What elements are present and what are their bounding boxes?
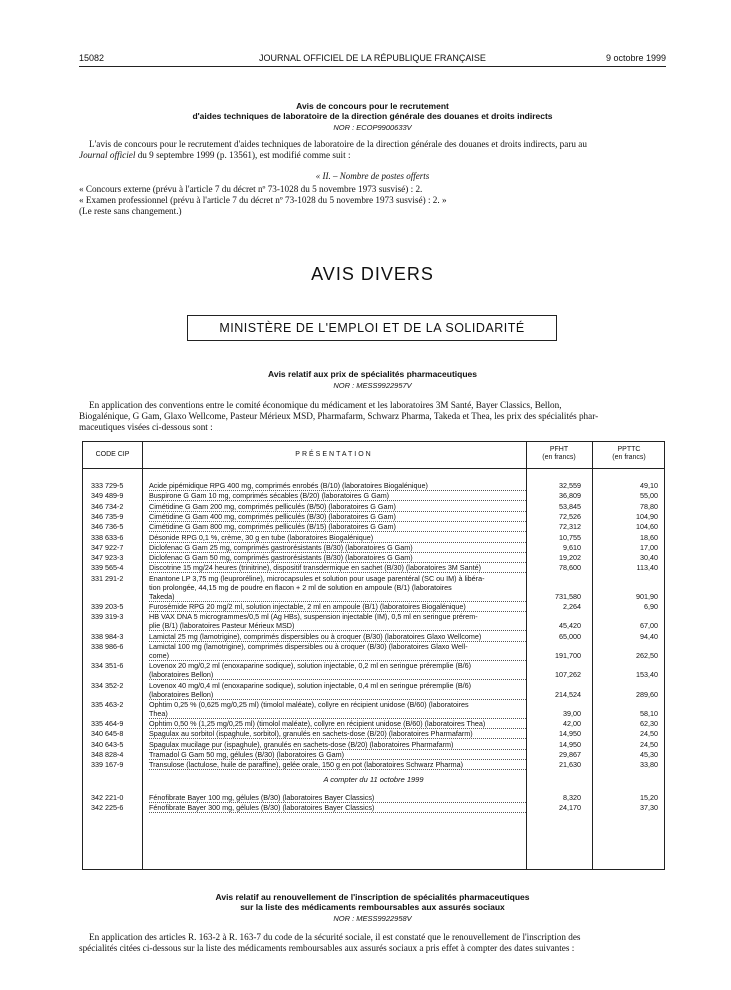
pfht-value: 214,524 bbox=[555, 689, 581, 699]
presentation-line: Tramadol G Gam 50 mg, gélules (B/30) (laboratoires G Gam) bbox=[149, 750, 526, 760]
cip-code: 347 922-7 bbox=[91, 542, 124, 552]
table-row bbox=[83, 681, 664, 699]
pfht-value: 32,559 bbox=[559, 481, 581, 490]
table-row bbox=[83, 750, 664, 759]
presentation-line: Cimétidine G Gam 200 mg, comprimés pelliculés (B/50) (laboratoires G Gam) bbox=[149, 502, 526, 512]
header-ppttc-unit: (en francs) bbox=[612, 454, 646, 461]
table-row bbox=[83, 574, 664, 601]
table-row bbox=[83, 793, 664, 802]
pfht-value: 9,610 bbox=[563, 542, 581, 552]
pfht-value: 39,00 bbox=[563, 708, 581, 718]
table-row bbox=[83, 700, 664, 718]
presentation-text bbox=[149, 750, 526, 760]
presentation-text bbox=[149, 602, 526, 612]
presentation-line: Buspirone G Gam 10 mg, comprimés sécables (B/20) (laboratoires G Gam) bbox=[149, 491, 526, 501]
pfht-value: 107,262 bbox=[555, 670, 581, 680]
presentation-line: Spagulax mucilage pur (ispaghule), granulés en sachets-dose (B/20) (laboratoires Pharmafarm) bbox=[149, 740, 526, 750]
notice2-title: Avis relatif aux prix de spécialités pharmaceutiques bbox=[268, 369, 477, 379]
header-code-cip: CODE CIP bbox=[95, 451, 130, 458]
table-row bbox=[83, 491, 664, 500]
cip-code: 331 291-2 bbox=[91, 573, 124, 583]
ppttc-value: 67,00 bbox=[640, 621, 658, 631]
issue-date: 9 octobre 1999 bbox=[605, 53, 666, 63]
presentation-text bbox=[149, 543, 526, 553]
presentation-text bbox=[149, 563, 526, 573]
presentation-text bbox=[149, 502, 526, 512]
presentation-line: come) bbox=[149, 651, 526, 661]
table-row bbox=[83, 522, 664, 531]
ppttc-value: 78,80 bbox=[640, 501, 658, 511]
pfht-value: 731,580 bbox=[555, 591, 581, 601]
ppttc-value: 33,80 bbox=[640, 760, 658, 770]
presentation-line: Cimétidine G Gam 800 mg, comprimés pelliculés (B/15) (laboratoires G Gam) bbox=[149, 522, 526, 532]
section-title-avis-divers: AVIS DIVERS bbox=[311, 264, 434, 284]
presentation-text bbox=[149, 491, 526, 501]
pfht-value: 36,809 bbox=[559, 491, 581, 501]
presentation-line: Diclofenac G Gam 50 mg, comprimés gastrorésistants (B/30) (laboratoires G Gam) bbox=[149, 553, 526, 563]
pfht-value: 21,630 bbox=[559, 760, 581, 770]
cip-code: 346 736-5 bbox=[91, 522, 124, 532]
presentation-line: Désonide RPG 0,1 %, crème, 30 g en tube (laboratoires Biogalénique) bbox=[149, 533, 526, 543]
pfht-value: 14,950 bbox=[559, 729, 581, 739]
presentation-line: Lamictal 100 mg (lamotrigine), comprimés dispersibles ou à croquer (B/30) (laboratoires Glaxo Well- bbox=[149, 641, 468, 651]
table-row bbox=[83, 740, 664, 749]
notice1-item2: « Examen professionnel (prévu à l'article 7 du décret nº 73-1028 du 5 novembre 1973 susvisé) : 2. » bbox=[79, 195, 447, 205]
table-row bbox=[83, 760, 664, 769]
presentation-line: Transulose (lactulose, huile de paraffine), gelée orale, 150 g en pot (laboratoires Schwarz Pharma) bbox=[149, 760, 526, 770]
notice1-para-line2: du 9 septembre 1999 (p. 13561), est modifié comme suit : bbox=[135, 150, 351, 160]
notice3-nor: NOR : MESS9922958V bbox=[333, 914, 412, 923]
ppttc-value: 15,20 bbox=[640, 792, 658, 802]
presentation-line: Acide pipémidique RPG 400 mg, comprimés enrobés (B/10) (laboratoires Biogalénique) bbox=[149, 481, 526, 491]
notice2-para-line3: maceutiques visées ci-dessous sont : bbox=[79, 422, 213, 432]
ppttc-value: 113,40 bbox=[636, 563, 658, 573]
table-row bbox=[83, 803, 664, 812]
notice1-nor: NOR : ECOP9900633V bbox=[333, 123, 412, 132]
presentation-text bbox=[149, 760, 526, 770]
ppttc-value: 18,60 bbox=[640, 532, 658, 542]
cip-code: 339 167-9 bbox=[91, 760, 124, 770]
ppttc-value: 55,00 bbox=[640, 491, 658, 501]
notice1-title-line2: d'aides techniques de laboratoire de la direction générale des douanes et droits indirects bbox=[192, 111, 553, 121]
table-row bbox=[83, 512, 664, 521]
table-row bbox=[83, 563, 664, 572]
ppttc-value: 289,60 bbox=[636, 689, 658, 699]
pfht-value: 42,00 bbox=[563, 719, 581, 729]
presentation-line: Spagulax au sorbitol (ispaghule, sorbitol), granulés en sachets-dose (B/20) (laboratoires Pharmafarm) bbox=[149, 729, 526, 739]
presentation-text bbox=[149, 533, 526, 543]
cip-code: 342 221-0 bbox=[91, 792, 124, 802]
presentation-line: (laboratoires Bellon) bbox=[149, 690, 526, 700]
ppttc-value: 49,10 bbox=[640, 481, 658, 490]
cip-code: 338 986-6 bbox=[91, 641, 124, 651]
pfht-value: 10,755 bbox=[559, 532, 581, 542]
table-row bbox=[83, 642, 664, 660]
table-row bbox=[83, 543, 664, 552]
cip-code: 346 735-9 bbox=[91, 511, 124, 521]
cip-code: 335 463-2 bbox=[91, 699, 124, 709]
ppttc-value: 30,40 bbox=[640, 553, 658, 563]
price-table bbox=[82, 441, 665, 870]
presentation-line: Furosémide RPG 20 mg/2 ml, solution injectable, 2 ml en ampoule (B/1) (laboratoires Biogalénique) bbox=[149, 602, 526, 612]
notice1-title-line1: Avis de concours pour le recrutement bbox=[296, 101, 449, 111]
presentation-line: Fénofibrate Bayer 100 mg, gélules (B/30) (laboratoires Bayer Classics) bbox=[149, 793, 526, 803]
notice3-para-line1: En application des articles R. 163-2 à R. 163-7 du code de la sécurité sociale, il est constaté que le renouvellement de l'inscription des bbox=[89, 932, 581, 942]
cip-code: 338 984-3 bbox=[91, 631, 124, 641]
presentation-line: HB VAX DNA 5 microgrammes/0,5 ml (Ag HBs), suspension injectable (IM), 0,5 ml en seringue prérem- bbox=[149, 612, 478, 622]
ppttc-value: 262,50 bbox=[636, 650, 658, 660]
header-pfht-unit: (en francs) bbox=[542, 454, 576, 461]
pfht-value: 8,320 bbox=[563, 792, 581, 802]
pfht-value: 65,000 bbox=[559, 631, 581, 641]
notice1-section: « II. – Nombre de postes offerts bbox=[315, 171, 430, 181]
presentation-line: Cimétidine G Gam 400 mg, comprimés pelliculés (B/30) (laboratoires G Gam) bbox=[149, 512, 526, 522]
presentation-text bbox=[149, 632, 526, 642]
table-row bbox=[83, 612, 664, 630]
table-row bbox=[83, 481, 664, 490]
ppttc-value: 24,50 bbox=[640, 739, 658, 749]
presentation-line: Lamictal 25 mg (lamotrigine), comprimés dispersibles ou à croquer (B/30) (laboratoires Glaxo Wellcome) bbox=[149, 632, 526, 642]
table-row bbox=[83, 719, 664, 728]
pfht-value: 53,845 bbox=[559, 501, 581, 511]
presentation-text bbox=[149, 612, 526, 631]
header-presentation: PRÉSENTATION bbox=[295, 451, 373, 458]
ppttc-value: 153,40 bbox=[636, 670, 658, 680]
table-row bbox=[83, 632, 664, 641]
ppttc-value: 104,90 bbox=[636, 511, 658, 521]
ppttc-value: 58,10 bbox=[640, 708, 658, 718]
header-pfht-label: PFHT bbox=[549, 446, 569, 453]
notice1-paragraph bbox=[79, 139, 666, 161]
table-row bbox=[83, 502, 664, 511]
presentation-text bbox=[149, 642, 526, 661]
cip-code: 347 923-3 bbox=[91, 553, 124, 563]
pfht-value: 191,700 bbox=[555, 650, 581, 660]
presentation-line: Ophtim 0,50 % (1,25 mg/0,25 ml) (timolol maléate), collyre en récipient unidose (B/60) (laboratoires Thea) bbox=[149, 719, 526, 729]
ppttc-value: 901,90 bbox=[636, 591, 658, 601]
table-row bbox=[83, 602, 664, 611]
cip-code: 335 464-9 bbox=[91, 719, 124, 729]
cip-code: 333 729-5 bbox=[91, 481, 124, 490]
notice2-para-line2: Biogalénique, G Gam, Glaxo Wellcome, Pasteur Mérieux MSD, Pharmafarm, Schwarz Pharma, Takeda et Thea, les prix des spécialités phar- bbox=[79, 411, 599, 421]
journal-title: JOURNAL OFFICIEL DE LA RÉPUBLIQUE FRANÇAISE bbox=[259, 53, 486, 63]
presentation-line: (laboratoires Bellon) bbox=[149, 670, 526, 680]
presentation-line: Thea) bbox=[149, 709, 526, 719]
presentation-text bbox=[149, 553, 526, 563]
presentation-text bbox=[149, 681, 526, 700]
presentation-text bbox=[149, 700, 526, 719]
presentation-line: Takeda) bbox=[149, 592, 526, 602]
pfht-value: 19,202 bbox=[559, 553, 581, 563]
ministry-box: MINISTÈRE DE L'EMPLOI ET DE LA SOLIDARITÉ bbox=[187, 315, 557, 341]
header-pfht bbox=[526, 446, 592, 462]
notice1-para-line1: L'avis de concours pour le recrutement d'aides techniques de laboratoire de la direction générale des douanes et droits indirects, paru au bbox=[89, 139, 587, 149]
presentation-text bbox=[149, 512, 526, 522]
ppttc-value: 24,50 bbox=[640, 729, 658, 739]
presentation-line: Discotrine 15 mg/24 heures (trinitrine), dispositif transdermique en sachet (B/30) (laboratoires 3M Santé) bbox=[149, 563, 526, 573]
cip-code: 348 828-4 bbox=[91, 750, 124, 759]
presentation-line: plie (B/1) (laboratoires Pasteur Mérieux MSD) bbox=[149, 621, 526, 631]
ppttc-value: 6,90 bbox=[644, 602, 658, 611]
presentation-text bbox=[149, 574, 526, 602]
cip-code: 339 565-4 bbox=[91, 563, 124, 573]
page-number: 15082 bbox=[79, 53, 105, 63]
cip-code: 340 645-8 bbox=[91, 729, 124, 739]
table-row bbox=[83, 661, 664, 679]
presentation-text bbox=[149, 661, 526, 680]
notice3-title-line2: sur la liste des médicaments remboursables aux assurés sociaux bbox=[240, 902, 505, 912]
table-row bbox=[83, 533, 664, 542]
cip-code: 346 734-2 bbox=[91, 501, 124, 511]
notice3-paragraph bbox=[79, 932, 666, 954]
cip-code: 338 633-6 bbox=[91, 532, 124, 542]
cip-code: 334 351-6 bbox=[91, 661, 124, 671]
cip-code: 349 489-9 bbox=[91, 491, 124, 501]
presentation-text bbox=[149, 481, 526, 491]
pfht-value: 2,264 bbox=[563, 602, 581, 611]
ppttc-value: 37,30 bbox=[640, 802, 658, 812]
ppttc-value: 45,30 bbox=[640, 750, 658, 759]
ppttc-value: 17,00 bbox=[640, 542, 658, 552]
cip-code: 339 203-5 bbox=[91, 602, 124, 611]
notice1-journal-ref: Journal officiel bbox=[79, 150, 136, 160]
cip-code: 340 643-5 bbox=[91, 739, 124, 749]
header-divider bbox=[83, 468, 664, 469]
notice1-closing: (Le reste sans changement.) bbox=[79, 206, 182, 216]
header-ppttc bbox=[592, 446, 666, 462]
presentation-line: tion prolongée, 44,15 mg de poudre en flacon + 2 ml de solution en ampoule (B/1) (laboratoires bbox=[149, 582, 452, 592]
pfht-value: 72,312 bbox=[559, 522, 581, 532]
pfht-value: 14,950 bbox=[559, 739, 581, 749]
presentation-text bbox=[149, 729, 526, 739]
pfht-value: 29,867 bbox=[559, 750, 581, 759]
notice2-paragraph bbox=[79, 400, 666, 433]
ppttc-value: 104,60 bbox=[636, 522, 658, 532]
notice3-title-line1: Avis relatif au renouvellement de l'inscription de spécialités pharmaceutiques bbox=[215, 892, 530, 902]
presentation-line: Diclofenac G Gam 25 mg, comprimés gastrorésistants (B/30) (laboratoires G Gam) bbox=[149, 543, 526, 553]
table-row bbox=[83, 729, 664, 738]
notice2-para-line1: En application des conventions entre le comité économique du médicament et les laboratoires 3M Santé, Bayer Classics, Bellon, bbox=[89, 400, 562, 410]
presentation-text bbox=[149, 522, 526, 532]
notice1-item1: « Concours externe (prévu à l'article 7 du décret nº 73-1028 du 5 novembre 1973 susvisé) : 2. bbox=[79, 184, 423, 194]
cip-code: 342 225-6 bbox=[91, 802, 124, 812]
header-ppttc-label: PPTTC bbox=[617, 446, 641, 453]
presentation-line: Lovenox 20 mg/0,2 ml (enoxaparine sodique), solution injectable, 0,2 ml en seringue préremplie (B/6) bbox=[149, 661, 472, 671]
ppttc-value: 94,40 bbox=[640, 631, 658, 641]
presentation-line: Lovenox 40 mg/0,4 ml (enoxaparine sodique), solution injectable, 0,4 ml en seringue préremplie (B/6) bbox=[149, 680, 472, 690]
cip-code: 334 352-2 bbox=[91, 680, 124, 690]
cip-code: 339 319-3 bbox=[91, 612, 124, 622]
presentation-text bbox=[149, 719, 526, 729]
pfht-value: 72,526 bbox=[559, 511, 581, 521]
presentation-text bbox=[149, 793, 526, 803]
presentation-line: Fénofibrate Bayer 300 mg, gélules (B/30) (laboratoires Bayer Classics) bbox=[149, 803, 526, 813]
pfht-value: 78,600 bbox=[559, 563, 581, 573]
pfht-value: 45,420 bbox=[559, 621, 581, 631]
header-rule bbox=[79, 66, 666, 67]
presentation-line: Enantone LP 3,75 mg (leuproréline), microcapsules et solution pour usage parentéral (SC ou IM) à libéra- bbox=[149, 573, 485, 583]
presentation-line: Ophtim 0,25 % (0,625 mg/0,25 ml) (timolol maléate), collyre en récipient unidose (B/60) (laboratoires bbox=[149, 699, 469, 709]
table-subheading: A compter du 11 octobre 1999 bbox=[323, 774, 424, 784]
notice2-nor: NOR : MESS9922957V bbox=[333, 381, 412, 390]
table-row bbox=[83, 553, 664, 562]
pfht-value: 24,170 bbox=[559, 802, 581, 812]
presentation-text bbox=[149, 740, 526, 750]
notice3-para-line2: spécialités citées ci-dessous sur la liste des médicaments remboursables aux assurés sociaux a pris effet à compter des dates suivantes : bbox=[79, 943, 575, 953]
ppttc-value: 62,30 bbox=[640, 719, 658, 729]
presentation-text bbox=[149, 803, 526, 813]
